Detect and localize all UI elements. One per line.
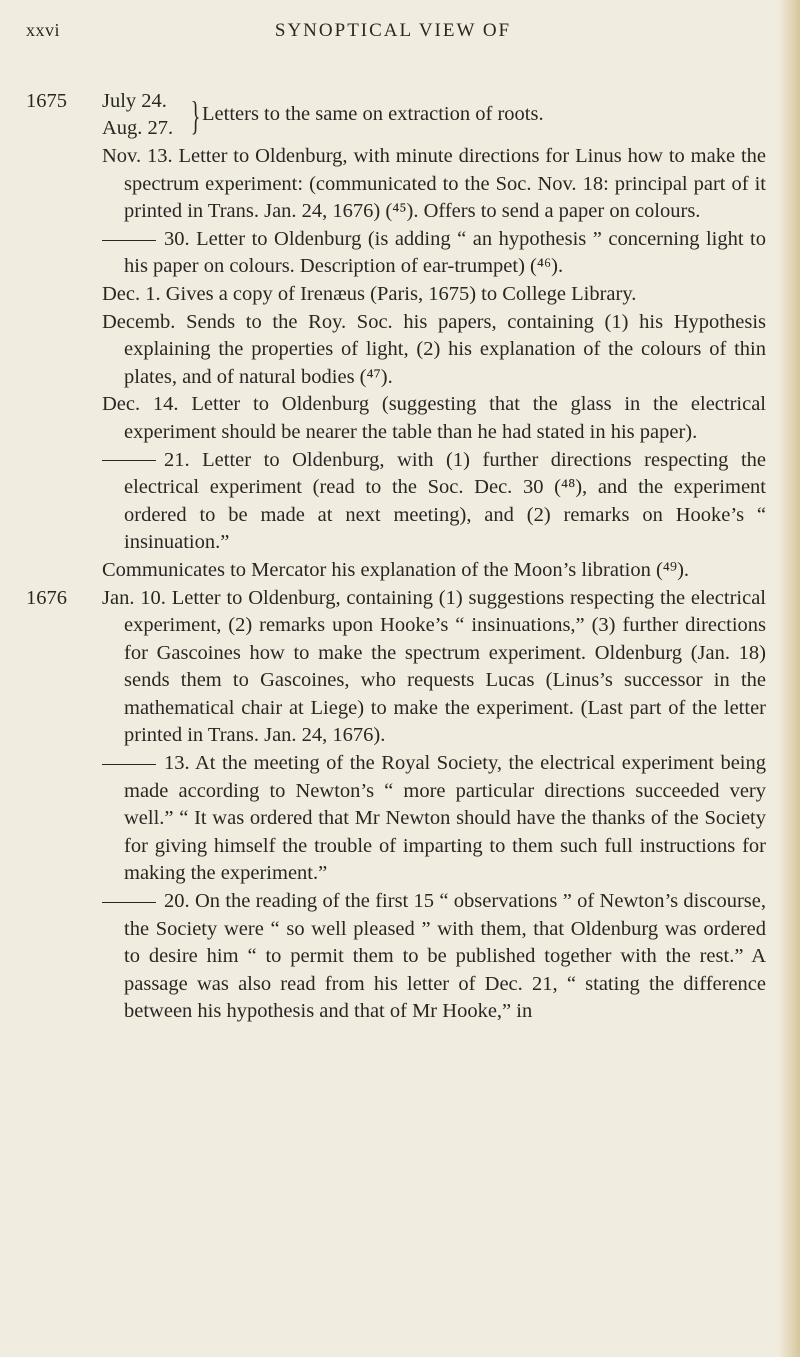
entry-dec-21 — [102, 447, 766, 557]
entry-nov-13: Nov. 13. Letter to Oldenburg, with minute directions for Linus how to make the spectrum experiment: (communicated to the Soc. Nov. 18: principal part of it printed in Trans. Jan. 24, 1676) (⁴⁵). Offers to send a paper on colours. — [102, 145, 766, 223]
ditto-dash — [102, 764, 156, 765]
year-entry-1675 — [26, 88, 766, 585]
year-label: 1675 — [26, 90, 67, 112]
entry-dec-1: Dec. 1. Gives a copy of Irenæus (Paris, 1675) to College Library. — [102, 282, 637, 305]
ditto-dash — [102, 240, 156, 241]
page-header — [26, 20, 760, 50]
date-pair — [102, 88, 173, 142]
page-number: xxvi — [26, 20, 61, 40]
entry-dec-21-text: 21. Letter to Oldenburg, with (1) further directions respecting the electrical experiment (read to the Soc. Dec. 30 (⁴⁸), and the experiment ordered to be made at next meeting), and (2) remarks on Hooke’s “ insinuation.” — [124, 448, 766, 554]
ditto-dash — [102, 902, 156, 903]
entry-nov-30-text: 30. Letter to Oldenburg (is adding “ an hypothesis ” concerning light to his paper on colours. Description of ear-trumpet) (⁴⁶). — [124, 227, 766, 278]
entry-jan-10: Jan. 10. Letter to Oldenburg, containing (1) suggestions respecting the electrical experiment, (2) remarks upon Hooke’s “ insinuations,” (3) further directions for Gascoines how to make the spectrum experiment. Oldenburg (Jan. 18) sends them to Gascoines, who requests Lucas (Linus’s successor in the mathematical chair at Liege) to make the experiment. (Last part of the letter printed in Trans. Jan. 24, 1676). — [102, 586, 766, 747]
date-july: July 24. — [102, 90, 167, 112]
entry-jan-20 — [102, 888, 766, 1026]
date-aug: Aug. 27. — [102, 117, 174, 139]
brace-glyph: } — [190, 93, 201, 138]
ditto-dash — [102, 460, 156, 461]
running-head: SYNOPTICAL VIEW OF — [274, 20, 512, 41]
entry-jan-20-text: 20. On the reading of the first 15 “ observations ” of Newton’s discourse, the Society were “ so well pleased ” with them, that Oldenburg was ordered to desire him “ to permit them to be published together with the rest.” A passage was also read from his letter of Dec. 21, “ stating the difference between his hypothesis and that of Mr Hooke,” in — [124, 890, 766, 1023]
braced-text: Letters to the same on extraction of roots. — [202, 103, 544, 125]
entry-decemb: Decemb. Sends to the Roy. Soc. his papers, containing (1) his Hypothesis explaining the properties of light, (2) his explanation of the colours of thin plates, and of natural bodies (⁴⁷). — [102, 310, 766, 388]
entry-mercator: Communicates to Mercator his explanation of the Moon’s libration (⁴⁹). — [102, 558, 690, 581]
entry-nov-30 — [102, 226, 766, 281]
year-label: 1676 — [26, 586, 67, 609]
entry-jan-13-text: 13. At the meeting of the Royal Society, the electrical experiment being made according to Newton’s “ more particular directions succeeded very well.” “ It was ordered that Mr Newton should have the thanks of the Society for giving himself the trouble of imparting to them such full instructions for making the experiment.” — [124, 752, 766, 885]
page-edge — [778, 0, 800, 1357]
entry-dec-14: Dec. 14. Letter to Oldenburg (suggesting that the glass in the electrical experiment should be nearer the table than he had stated in his paper). — [102, 393, 766, 443]
braced-dates — [102, 88, 766, 143]
entry-jan-13 — [102, 750, 766, 888]
year-entry-1676 — [26, 585, 766, 1027]
page-body — [26, 88, 766, 1026]
